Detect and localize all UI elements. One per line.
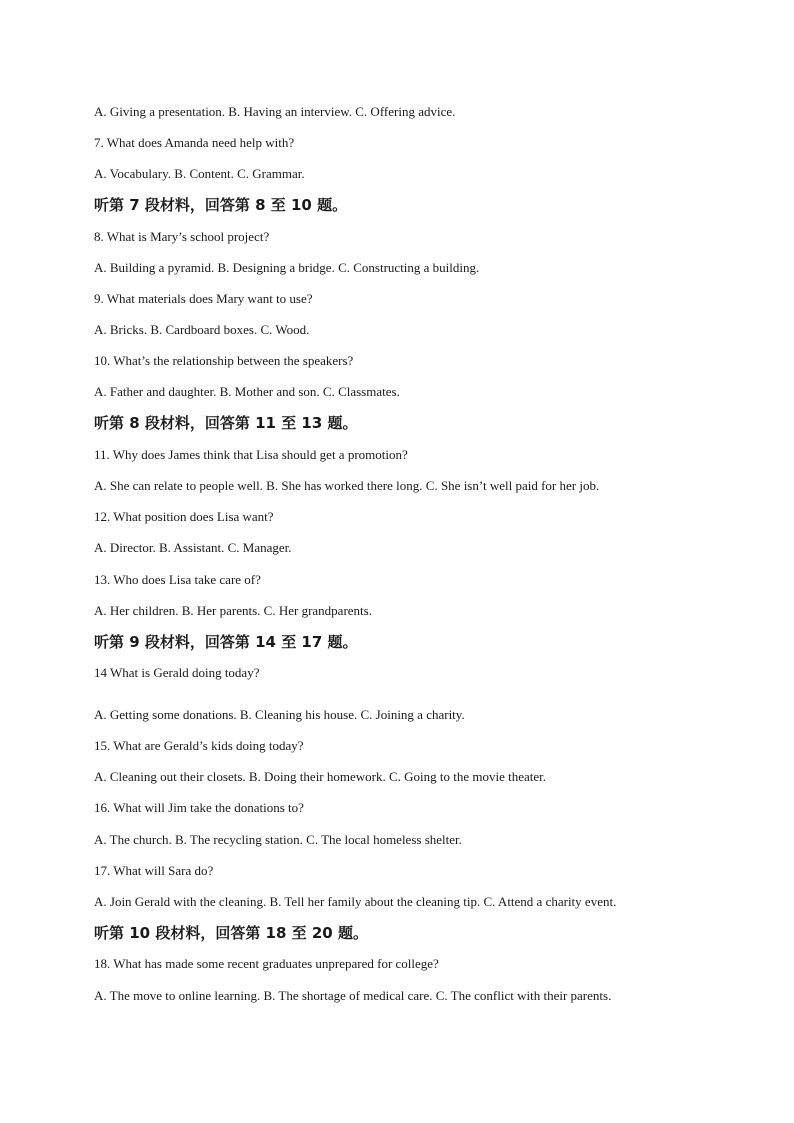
- question-9: 9. What materials does Mary want to use?: [94, 291, 313, 306]
- question-7: 7. What does Amanda need help with?: [94, 135, 295, 150]
- question-13: 13. Who does Lisa take care of?: [94, 572, 261, 587]
- answer-options-q13: A. Her children. B. Her parents. C. Her grandparents.: [94, 603, 372, 618]
- answer-options-q10: A. Father and daughter. B. Mother and son. C. Classmates.: [94, 384, 400, 399]
- answer-options-q15: A. Cleaning out their closets. B. Doing their homework. C. Going to the movie theater.: [94, 769, 547, 784]
- question-17: 17. What will Sara do?: [94, 863, 214, 878]
- question-14: 14 What is Gerald doing today?: [94, 665, 260, 680]
- section-heading-passage-9: 听第 9 段材料，回答第 14 至 17 题。: [94, 633, 358, 651]
- question-10: 10. What’s the relationship between the speakers?: [94, 353, 354, 368]
- answer-options-q9: A. Bricks. B. Cardboard boxes. C. Wood.: [94, 322, 310, 337]
- answer-options-q17: A. Join Gerald with the cleaning. B. Tell her family about the cleaning tip. C. Attend a charity event.: [94, 894, 617, 909]
- question-11: 11. Why does James think that Lisa should get a promotion?: [94, 447, 408, 462]
- answer-options-q16: A. The church. B. The recycling station. C. The local homeless shelter.: [94, 832, 462, 847]
- section-heading-passage-8: 听第 8 段材料，回答第 11 至 13 题。: [94, 414, 358, 432]
- answer-options-q8: A. Building a pyramid. B. Designing a bridge. C. Constructing a building.: [94, 260, 480, 275]
- section-heading-passage-7: 听第 7 段材料，回答第 8 至 10 题。: [94, 196, 348, 214]
- answer-options-q12: A. Director. B. Assistant. C. Manager.: [94, 540, 292, 555]
- question-8: 8. What is Mary’s school project?: [94, 229, 270, 244]
- answer-options-q6: A. Giving a presentation. B. Having an interview. C. Offering advice.: [94, 104, 456, 119]
- answer-options-q11: A. She can relate to people well. B. She has worked there long. C. She isn’t well paid for her job.: [94, 478, 600, 493]
- question-16: 16. What will Jim take the donations to?: [94, 800, 304, 815]
- answer-options-q14: A. Getting some donations. B. Cleaning his house. C. Joining a charity.: [94, 707, 465, 722]
- question-18: 18. What has made some recent graduates unprepared for college?: [94, 956, 439, 971]
- question-15: 15. What are Gerald’s kids doing today?: [94, 738, 304, 753]
- answer-options-q18: A. The move to online learning. B. The shortage of medical care. C. The conflict with their parents.: [94, 988, 612, 1003]
- question-12: 12. What position does Lisa want?: [94, 509, 274, 524]
- section-heading-passage-10: 听第 10 段材料，回答第 18 至 20 题。: [94, 924, 368, 942]
- answer-options-q7: A. Vocabulary. B. Content. C. Grammar.: [94, 166, 305, 181]
